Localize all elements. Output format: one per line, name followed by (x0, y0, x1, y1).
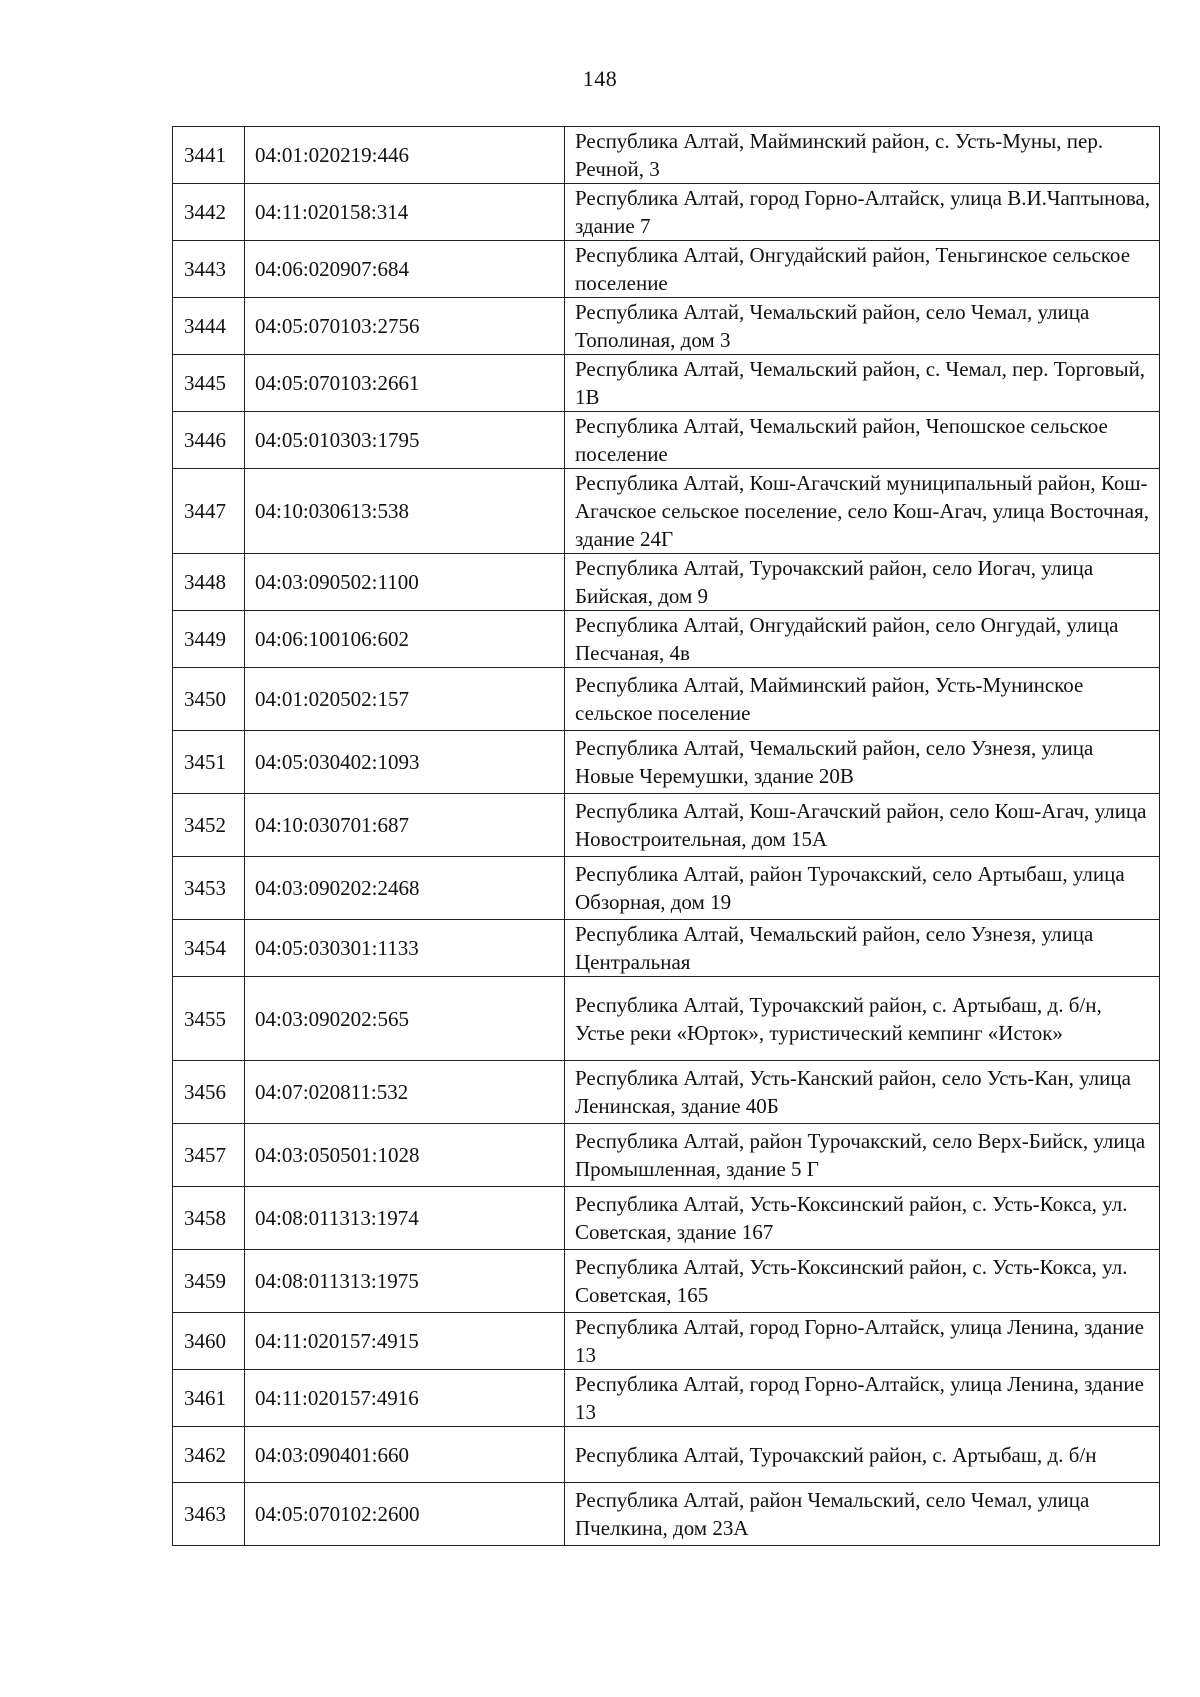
address: Республика Алтай, Усть-Канский район, село Усть-Кан, улица Ленинская, здание 40Б (565, 1061, 1160, 1124)
table-body (173, 127, 1160, 1546)
row-number: 3457 (173, 1124, 245, 1187)
table-row (173, 794, 1160, 857)
cadastral-number: 04:05:070103:2661 (245, 355, 565, 412)
cadastral-number: 04:03:050501:1028 (245, 1124, 565, 1187)
row-number: 3443 (173, 241, 245, 298)
address: Республика Алтай, Майминский район, Усть-Мунинское сельское поселение (565, 668, 1160, 731)
address: Республика Алтай, Кош-Агачский муниципальный район, Кош-Агачское сельское поселение, село Кош-Агач, улица Восточная, здание 24Г (565, 469, 1160, 554)
address: Республика Алтай, Чемальский район, село Узнезя, улица Новые Черемушки, здание 20В (565, 731, 1160, 794)
address: Республика Алтай, Чемальский район, село Узнезя, улица Центральная (565, 920, 1160, 977)
row-number: 3456 (173, 1061, 245, 1124)
cadastral-number: 04:05:030402:1093 (245, 731, 565, 794)
row-number: 3451 (173, 731, 245, 794)
cadastral-number: 04:06:020907:684 (245, 241, 565, 298)
address: Республика Алтай, район Турочакский, село Верх-Бийск, улица Промышленная, здание 5 Г (565, 1124, 1160, 1187)
address: Республика Алтай, Турочакский район, село Иогач, улица Бийская, дом 9 (565, 554, 1160, 611)
address: Республика Алтай, город Горно-Алтайск, улица Ленина, здание 13 (565, 1370, 1160, 1427)
page-number: 148 (582, 66, 618, 91)
cadastral-number: 04:10:030701:687 (245, 794, 565, 857)
table-row (173, 355, 1160, 412)
table-row (173, 241, 1160, 298)
table-row (173, 668, 1160, 731)
table-row (173, 857, 1160, 920)
address: Республика Алтай, Чемальский район, Чепошское сельское поселение (565, 412, 1160, 469)
row-number: 3449 (173, 611, 245, 668)
row-number: 3454 (173, 920, 245, 977)
table-row (173, 1483, 1160, 1546)
address: Республика Алтай, Кош-Агачский район, село Кош-Агач, улица Новостроительная, дом 15А (565, 794, 1160, 857)
row-number: 3458 (173, 1187, 245, 1250)
cadastral-number: 04:07:020811:532 (245, 1061, 565, 1124)
table-row (173, 1124, 1160, 1187)
cadastral-number: 04:11:020157:4915 (245, 1313, 565, 1370)
table-row (173, 1250, 1160, 1313)
table-row (173, 1427, 1160, 1483)
cadastral-number: 04:11:020158:314 (245, 184, 565, 241)
row-number: 3460 (173, 1313, 245, 1370)
table-row (173, 920, 1160, 977)
row-number: 3463 (173, 1483, 245, 1546)
table-row (173, 298, 1160, 355)
cadastral-number: 04:03:090202:565 (245, 977, 565, 1061)
table-row (173, 1313, 1160, 1370)
address: Республика Алтай, Чемальский район, село Чемал, улица Тополиная, дом 3 (565, 298, 1160, 355)
address: Республика Алтай, Турочакский район, с. Артыбаш, д. б/н, Устье реки «Юрток», туристический кемпинг «Исток» (565, 977, 1160, 1061)
table-row (173, 1061, 1160, 1124)
row-number: 3459 (173, 1250, 245, 1313)
cadastral-number: 04:03:090502:1100 (245, 554, 565, 611)
table-row (173, 469, 1160, 554)
cadastral-number: 04:01:020502:157 (245, 668, 565, 731)
cadastral-number: 04:06:100106:602 (245, 611, 565, 668)
table-row (173, 1187, 1160, 1250)
table-row (173, 611, 1160, 668)
cadastral-number: 04:05:010303:1795 (245, 412, 565, 469)
row-number: 3461 (173, 1370, 245, 1427)
table-row (173, 412, 1160, 469)
row-number: 3455 (173, 977, 245, 1061)
row-number: 3441 (173, 127, 245, 184)
row-number: 3450 (173, 668, 245, 731)
row-number: 3452 (173, 794, 245, 857)
table-row (173, 1370, 1160, 1427)
table-row (173, 127, 1160, 184)
table-row (173, 977, 1160, 1061)
address: Республика Алтай, Майминский район, с. Усть-Муны, пер. Речной, 3 (565, 127, 1160, 184)
address: Республика Алтай, город Горно-Алтайск, улица В.И.Чаптынова, здание 7 (565, 184, 1160, 241)
address: Республика Алтай, Усть-Коксинский район, с. Усть-Кокса, ул. Советская, 165 (565, 1250, 1160, 1313)
cadastral-number: 04:08:011313:1974 (245, 1187, 565, 1250)
cadastral-number: 04:03:090202:2468 (245, 857, 565, 920)
row-number: 3446 (173, 412, 245, 469)
cadastral-number: 04:05:070103:2756 (245, 298, 565, 355)
address: Республика Алтай, Чемальский район, с. Чемал, пер. Торговый, 1В (565, 355, 1160, 412)
address: Республика Алтай, район Турочакский, село Артыбаш, улица Обзорная, дом 19 (565, 857, 1160, 920)
address: Республика Алтай, район Чемальский, село Чемал, улица Пчелкина, дом 23А (565, 1483, 1160, 1546)
row-number: 3442 (173, 184, 245, 241)
row-number: 3447 (173, 469, 245, 554)
cadastral-number: 04:10:030613:538 (245, 469, 565, 554)
cadastral-number: 04:05:070102:2600 (245, 1483, 565, 1546)
cadastral-number: 04:03:090401:660 (245, 1427, 565, 1483)
address: Республика Алтай, Усть-Коксинский район, с. Усть-Кокса, ул. Советская, здание 167 (565, 1187, 1160, 1250)
row-number: 3453 (173, 857, 245, 920)
row-number: 3445 (173, 355, 245, 412)
cadastral-number: 04:11:020157:4916 (245, 1370, 565, 1427)
address: Республика Алтай, город Горно-Алтайск, улица Ленина, здание 13 (565, 1313, 1160, 1370)
row-number: 3448 (173, 554, 245, 611)
cadastral-number: 04:01:020219:446 (245, 127, 565, 184)
address: Республика Алтай, Онгудайский район, Теньгинское сельское поселение (565, 241, 1160, 298)
table-row (173, 184, 1160, 241)
row-number: 3462 (173, 1427, 245, 1483)
table-row (173, 731, 1160, 794)
address: Республика Алтай, Онгудайский район, село Онгудай, улица Песчаная, 4в (565, 611, 1160, 668)
cadastral-registry-table (172, 126, 1160, 1546)
table-row (173, 554, 1160, 611)
cadastral-number: 04:05:030301:1133 (245, 920, 565, 977)
address: Республика Алтай, Турочакский район, с. Артыбаш, д. б/н (565, 1427, 1160, 1483)
cadastral-number: 04:08:011313:1975 (245, 1250, 565, 1313)
row-number: 3444 (173, 298, 245, 355)
